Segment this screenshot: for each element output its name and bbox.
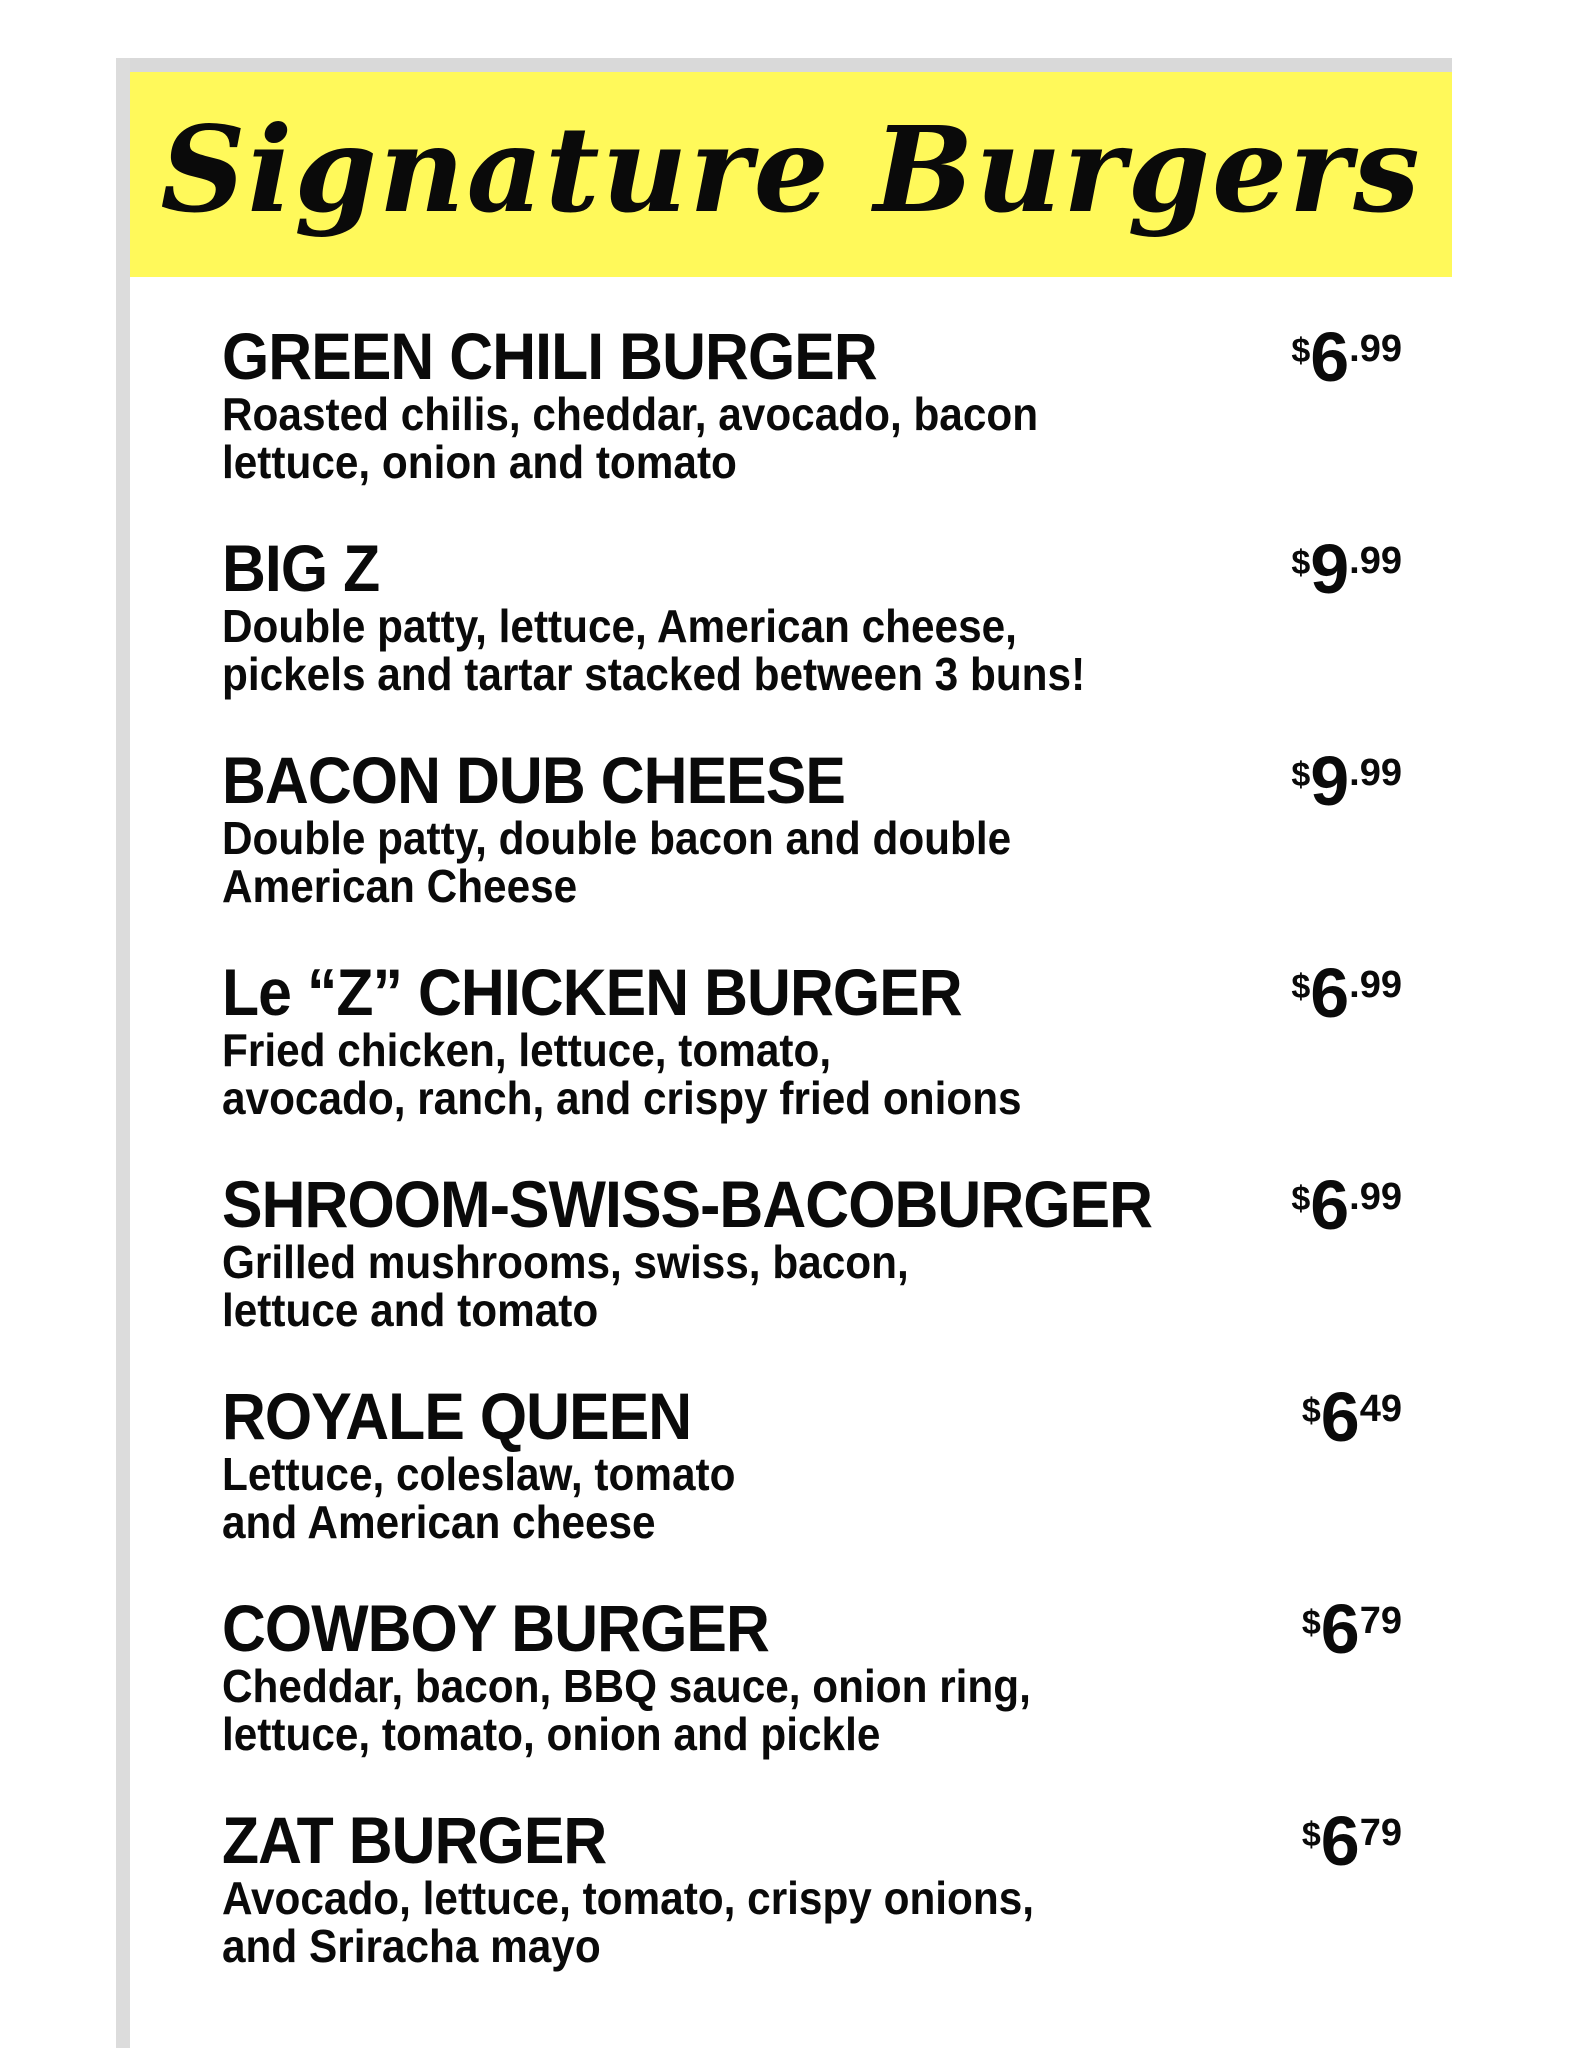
item-description-line-1: Double patty, double bacon and double (222, 812, 1012, 864)
price-dollars: 6 (1310, 318, 1350, 396)
item-description-line-2: and American cheese (222, 1496, 656, 1548)
item-price (1291, 530, 1402, 608)
item-name: BIG Z (222, 531, 380, 605)
price-currency: $ (1301, 1604, 1321, 1642)
price-cents: .99 (1349, 540, 1402, 582)
price-currency: $ (1291, 332, 1311, 370)
menu-item-le-z-chicken-burger (222, 956, 1402, 1168)
item-description-line-1: Fried chicken, lettuce, tomato, (222, 1024, 832, 1076)
menu-card (130, 72, 1452, 2048)
item-price (1291, 742, 1402, 820)
item-price (1301, 1378, 1402, 1456)
item-name: ROYALE QUEEN (222, 1379, 692, 1453)
price-currency: $ (1291, 756, 1311, 794)
price-dollars: 6 (1320, 1378, 1360, 1456)
item-description-line-2: and Sriracha mayo (222, 1920, 601, 1972)
price-currency: $ (1291, 968, 1311, 1006)
card-top-edge (116, 58, 1452, 72)
item-name: BACON DUB CHEESE (222, 743, 845, 817)
item-price (1291, 954, 1402, 1032)
item-name: GREEN CHILI BURGER (222, 319, 877, 393)
price-dollars: 9 (1310, 530, 1350, 608)
menu-items-list (222, 320, 1402, 2016)
price-currency: $ (1291, 1180, 1311, 1218)
price-cents: 79 (1359, 1812, 1402, 1854)
price-dollars: 6 (1310, 1166, 1350, 1244)
item-description-line-2: avocado, ranch, and crispy fried onions (222, 1072, 1022, 1124)
menu-title: Signature Burgers (160, 100, 1422, 239)
card-left-edge (116, 58, 130, 2048)
item-description-line-1: Grilled mushrooms, swiss, bacon, (222, 1236, 909, 1288)
price-cents: .99 (1349, 752, 1402, 794)
menu-item-royale-queen (222, 1380, 1402, 1592)
price-dollars: 6 (1320, 1802, 1360, 1880)
price-cents: .99 (1349, 328, 1402, 370)
item-name: Le “Z” CHICKEN BURGER (222, 955, 962, 1029)
menu-item-bacon-dub-cheese (222, 744, 1402, 956)
item-description-line-2: pickels and tartar stacked between 3 buns! (222, 648, 1086, 700)
item-price (1291, 1166, 1402, 1244)
price-cents: 79 (1359, 1600, 1402, 1642)
item-description-line-2: American Cheese (222, 860, 578, 912)
item-description-line-1: Cheddar, bacon, BBQ sauce, onion ring, (222, 1660, 1031, 1712)
menu-item-shroom-swiss-bacoburger (222, 1168, 1402, 1380)
item-price (1291, 318, 1402, 396)
price-cents: .99 (1349, 1176, 1402, 1218)
item-price (1301, 1802, 1402, 1880)
menu-item-big-z (222, 532, 1402, 744)
price-currency: $ (1301, 1392, 1321, 1430)
item-name: SHROOM-SWISS-BACOBURGER (222, 1167, 1153, 1241)
price-cents: .99 (1349, 964, 1402, 1006)
price-dollars: 9 (1310, 742, 1350, 820)
item-description-line-2: lettuce, tomato, onion and pickle (222, 1708, 881, 1760)
menu-item-zat-burger (222, 1804, 1402, 2016)
item-description-line-1: Lettuce, coleslaw, tomato (222, 1448, 736, 1500)
price-dollars: 6 (1310, 954, 1350, 1032)
price-currency: $ (1291, 544, 1311, 582)
item-description-line-2: lettuce, onion and tomato (222, 436, 737, 488)
item-price (1301, 1590, 1402, 1668)
item-description-line-2: lettuce and tomato (222, 1284, 599, 1336)
menu-item-green-chili-burger (222, 320, 1402, 532)
item-description-line-1: Double patty, lettuce, American cheese, (222, 600, 1017, 652)
price-dollars: 6 (1320, 1590, 1360, 1668)
item-name: COWBOY BURGER (222, 1591, 769, 1665)
item-description-line-1: Avocado, lettuce, tomato, crispy onions, (222, 1872, 1035, 1924)
item-name: ZAT BURGER (222, 1803, 607, 1877)
price-cents: 49 (1359, 1388, 1402, 1430)
menu-item-cowboy-burger (222, 1592, 1402, 1804)
title-banner (130, 72, 1452, 277)
price-currency: $ (1301, 1816, 1321, 1854)
item-description-line-1: Roasted chilis, cheddar, avocado, bacon (222, 388, 1039, 440)
